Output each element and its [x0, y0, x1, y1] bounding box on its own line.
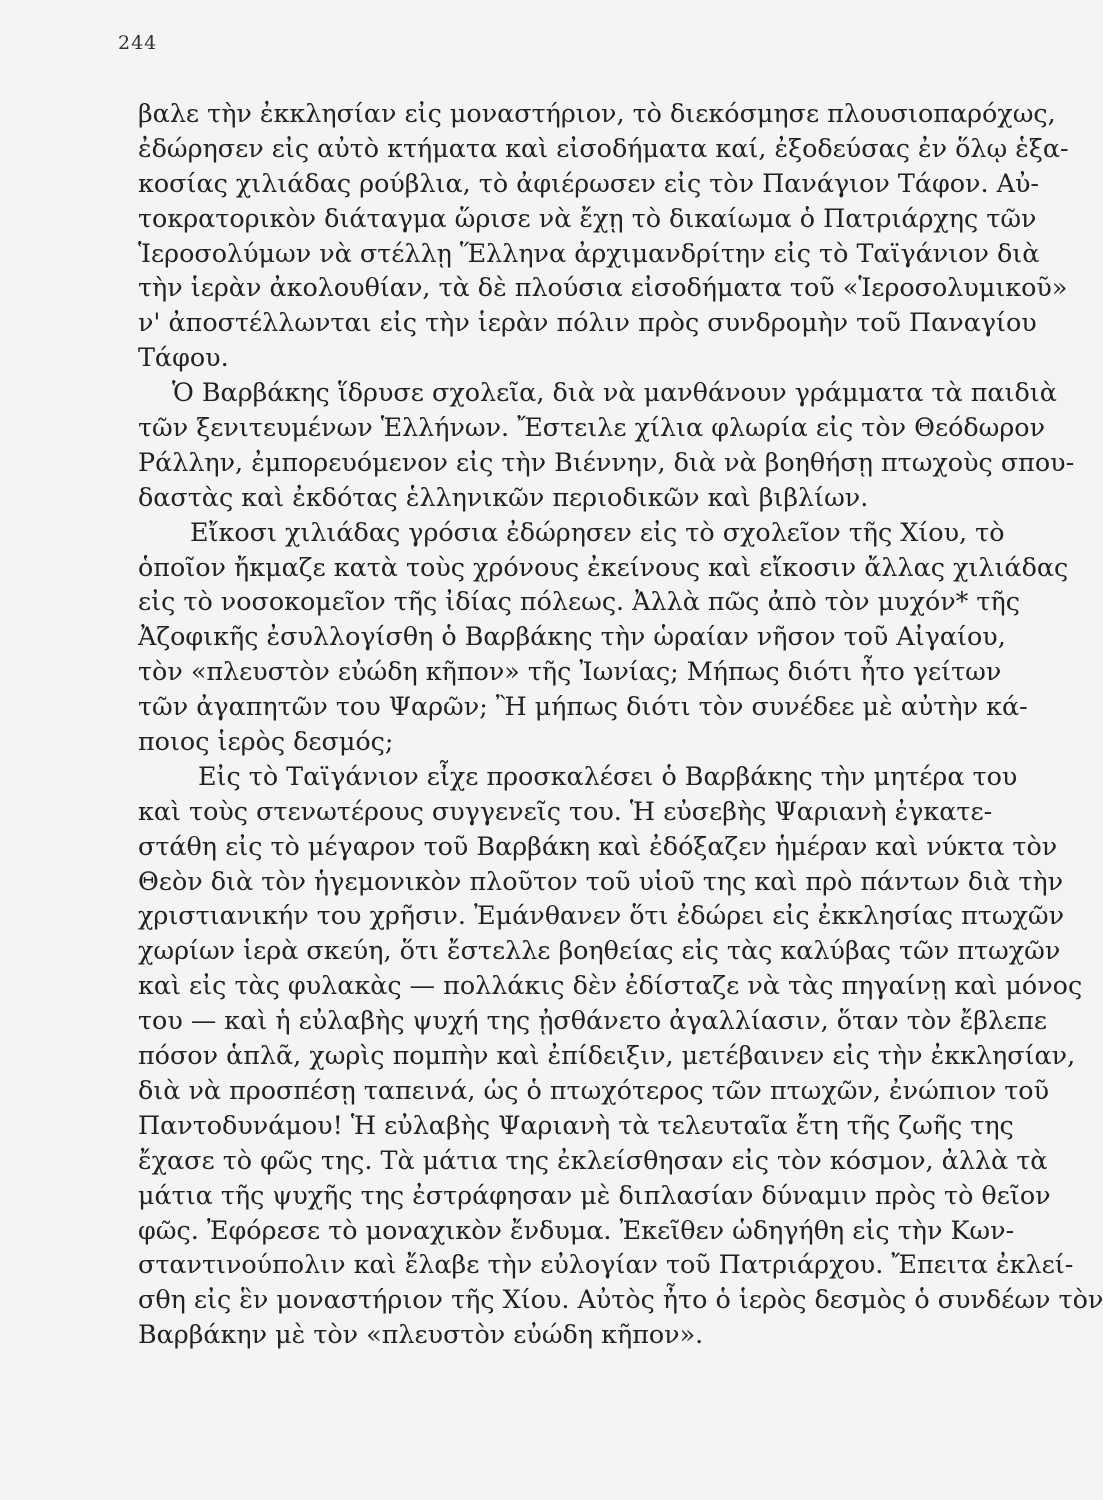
text-line: μάτια τῆς ψυχῆς της ἐστράφησαν μὲ διπλασίαν δύναμιν πρὸς τὸ θεῖον — [138, 1179, 1051, 1210]
paragraph-start-line: Εἴκοσι χιλιάδας γρόσια ἐδώρησεν εἰς τὸ σχολεῖον τῆς Χίου, τὸ — [190, 516, 1005, 547]
text-line: σταντινούπολιν καὶ ἔλαβε τὴν εὐλογίαν τοῦ Πατριάρχου. Ἔπειτα ἐκλεί- — [138, 1249, 1074, 1280]
text-line: δαστὰς καὶ ἐκδότας ἑλληνικῶν περιοδικῶν καὶ βιβλίων. — [138, 481, 869, 512]
text-line: ν' ἀποστέλλωνται εἰς τὴν ἱερὰν πόλιν πρὸς συνδρομὴν τοῦ Παναγίου — [138, 307, 1037, 338]
text-line: στάθη εἰς τὸ μέγαρον τοῦ Βαρβάκη καὶ ἐδόξαζεν ἡμέραν καὶ νύκτα τὸν — [138, 830, 1058, 861]
paragraph-start-line: Ὁ Βαρβάκης ἵδρυσε σχολεῖα, διὰ νὰ μανθάνουν γράμματα τὰ παιδιὰ — [172, 377, 1057, 408]
text-line: Ἱεροσολύμων νὰ στέλλῃ Ἕλληνα ἀρχιμανδρίτην εἰς τὸ Ταϊγάνιον διὰ — [138, 237, 1040, 268]
text-line: εἰς τὸ νοσοκομεῖον τῆς ἰδίας πόλεως. Ἀλλὰ πῶς ἀπὸ τὸν μυχόν* τῆς — [138, 586, 1020, 617]
text-line: του — καὶ ἡ εὐλαβὴς ψυχή της ᾐσθάνετο ἀγαλλίασιν, ὅταν τὸν ἔβλεπε — [138, 1005, 1048, 1036]
text-line: κοσίας χιλιάδας ρούβλια, τὸ ἀφιέρωσεν εἰς τὸν Πανάγιον Τάφον. Αὐ- — [138, 167, 1039, 198]
text-line: ἐδώρησεν εἰς αὐτὸ κτήματα καὶ εἰσοδήματα καί, ἐξοδεύσας ἐν ὅλῳ ἑξα- — [138, 132, 1069, 163]
text-line: χωρίων ἱερὰ σκεύη, ὅτι ἔστελλε βοηθείας εἰς τὰς καλύβας τῶν πτωχῶν — [138, 935, 1061, 966]
text-line: τῶν ξενιτευμένων Ἑλλήνων. Ἔστειλε χίλια φλωρία εἰς τὸν Θεόδωρον — [138, 412, 1046, 443]
paragraph-start-line: Εἰς τὸ Ταϊγάνιον εἶχε προσκαλέσει ὁ Βαρβάκης τὴν μητέρα του — [198, 760, 1018, 791]
text-line: βαλε τὴν ἐκκλησίαν εἰς μοναστήριον, τὸ διεκόσμησε πλουσιοπαρόχως, — [138, 98, 1056, 128]
text-line: φῶς. Ἐφόρεσε τὸ μοναχικὸν ἔνδυμα. Ἐκεῖθεν ὡδηγήθη εἰς τὴν Κων- — [138, 1214, 1015, 1245]
text-line: ἔχασε τὸ φῶς της. Τὰ μάτια της ἐκλείσθησαν εἰς τὸν κόσμον, ἀλλὰ τὰ — [138, 1144, 1048, 1175]
text-line: καὶ τοὺς στενωτέρους συγγενεῖς του. Ἡ εὐσεβὴς Ψαριανὴ ἐγκατε- — [138, 795, 993, 826]
text-line: καὶ εἰς τὰς φυλακὰς — πολλάκις δὲν ἐδίσταζε νὰ τὰς πηγαίνῃ καὶ μόνος — [138, 970, 1083, 1001]
text-line: Βαρβάκην μὲ τὸν «πλευστὸν εὐώδη κῆπον». — [138, 1319, 704, 1350]
text-line: Παντοδυνάμου! Ἡ εὐλαβὴς Ψαριανὴ τὰ τελευταῖα ἔτη τῆς ζωῆς της — [138, 1109, 1014, 1140]
text-line: πόσον ἁπλᾶ, χωρὶς πομπὴν καὶ ἐπίδειξιν, μετέβαινεν εἰς τὴν ἐκκλησίαν, — [138, 1040, 1076, 1071]
text-line: τῶν ἀγαπητῶν του Ψαρῶν; Ἢ μήπως διότι τὸν συνέδεε μὲ αὐτὴν κά- — [138, 691, 1028, 722]
text-line: χριστιανικήν του χρῆσιν. Ἐμάνθανεν ὅτι ἐδώρει εἰς ἐκκλησίας πτωχῶν — [138, 900, 1065, 931]
text-line: ποιος ἱερὸς δεσμός; — [138, 726, 394, 757]
text-line: ὁποῖον ἤκμαζε κατὰ τοὺς χρόνους ἐκείνους καὶ εἴκοσιν ἄλλας χιλιάδας — [138, 551, 1069, 582]
text-line: τὸν «πλευστὸν εὐώδη κῆπον» τῆς Ἰωνίας; Μήπως διότι ἦτο γείτων — [138, 656, 1002, 687]
text-line: Τάφου. — [138, 342, 229, 373]
body-text — [138, 96, 1103, 1352]
text-line: τοκρατορικὸν διάταγμα ὥρισε νὰ ἔχῃ τὸ δικαίωμα ὁ Πατριάρχης τῶν — [138, 202, 1037, 233]
page-number: 244 — [118, 32, 158, 54]
text-line: Ράλλην, ἐμπορευόμενον εἰς τὴν Βιέννην, διὰ νὰ βοηθήσῃ πτωχοὺς σπου- — [138, 446, 1075, 477]
text-line: σθη εἰς ἓν μοναστήριον τῆς Χίου. Αὐτὸς ἦτο ὁ ἱερὸς δεσμὸς ὁ συνδέων τὸν — [138, 1284, 1103, 1315]
text-line: διὰ νὰ προσπέσῃ ταπεινά, ὡς ὁ πτωχότερος τῶν πτωχῶν, ἐνώπιον τοῦ — [138, 1074, 1050, 1105]
text-line: Θεὸν διὰ τὸν ἡγεμονικὸν πλοῦτον τοῦ υἱοῦ της καὶ πρὸ πάντων διὰ τὴν — [138, 865, 1064, 896]
text-line: Ἀζοφικῆς ἐσυλλογίσθη ὁ Βαρβάκης τὴν ὡραίαν νῆσον τοῦ Αἰγαίου, — [138, 621, 1006, 652]
text-line: τὴν ἱερὰν ἀκολουθίαν, τὰ δὲ πλούσια εἰσοδήματα τοῦ «Ἱεροσολυμικοῦ» — [138, 272, 1068, 303]
